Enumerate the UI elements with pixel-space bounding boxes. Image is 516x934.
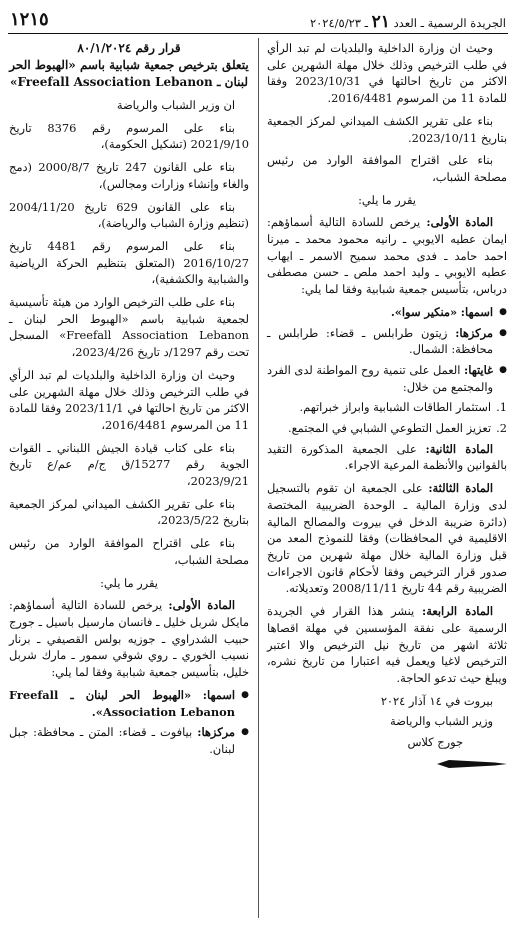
- item-value: «الهبوط الحر لبنان ـ Freefall Association Lebanon».: [9, 687, 235, 719]
- item-value: زيتون طرابلس ـ قضاء: طرابلس ـ محافظة: الشمال.: [267, 325, 493, 357]
- paragraph: بناء على كتاب قيادة الجيش اللبناني ـ القوات الجوية رقم 15277/ق ج/م عم/ع تاريخ 2023/9/21،: [9, 440, 249, 489]
- paragraph: بناء على طلب الترخيص الوارد من هيئة تأسيسية لجمعية شبابية باسم «الهبوط الحر لبنان ـ Freefall Association Lebanon» المسجل تحت رقم 1297/د تاريخ 2023/4/26،: [9, 295, 249, 360]
- paragraph: بناء على اقتراح الموافقة الوارد من رئيس مصلحة الشباب،: [267, 153, 507, 184]
- article-label: المادة الأولى:: [426, 215, 494, 230]
- decision-title: [9, 40, 249, 91]
- paragraph: بناء على تقرير الكشف الميداني لمركز الجمعية بتاريخ 2023/5/22،: [9, 496, 249, 528]
- paragraph: وحيث ان وزارة الداخلية والبلديات لم تبد الرأي في طلب الترخيص وذلك خلال مهلة الشهرين على الاكثر من تاريخ احالتها في 2023/10/31 وفقا للمادة 11 من المرسوم 2016/4481.: [267, 41, 507, 106]
- right-column: [267, 40, 507, 773]
- paragraph: بناء على اقتراح الموافقة الوارد من رئيس مصلحة الشباب،: [9, 536, 249, 567]
- article-label: المادة الأولى:: [168, 598, 236, 613]
- list-item: [9, 687, 235, 720]
- list-item: [267, 325, 493, 358]
- article-label: المادة الرابعة:: [422, 604, 493, 619]
- header-title: [310, 12, 506, 32]
- association-details: [9, 687, 249, 758]
- issue-number: ٢١: [371, 12, 390, 32]
- paragraph: بناء على القانون 247 تاريخ 2000/8/7 (دمج والغاء وإنشاء وزارات ومجالس)،: [9, 160, 249, 191]
- issue-date: ـ ٢٠٢٤/٥/٢٣: [309, 16, 368, 30]
- signature-name: جورج كلاس: [407, 735, 463, 750]
- minister-line: ان وزير الشباب والرياضة: [116, 98, 235, 112]
- item-number: 2.: [496, 421, 507, 436]
- left-column: [9, 40, 249, 762]
- paragraph: بناء على تقرير الكشف الميداني لمركز الجمعية بتاريخ 2023/10/11.: [267, 113, 507, 145]
- item-label: اسمها:: [202, 687, 236, 702]
- article-text: على الجمعية المذكورة التقيد بالقوانين والأنظمة المرعية الاجراء.: [267, 441, 507, 473]
- item-label: مركزها:: [455, 325, 493, 340]
- decision-number: قرار رقم ٨٠/١/٢٠٢٤: [77, 41, 181, 55]
- item-label: مركزها:: [197, 725, 236, 740]
- paragraph: بناء على المرسوم رقم 4481 تاريخ 2016/10/27 (المتعلق بتنظيم الحركة الرياضية والشبابية والكشفية)،: [9, 238, 249, 287]
- column-divider: [258, 38, 259, 918]
- list-item: [9, 724, 235, 757]
- page-number: ١٢١٥: [10, 9, 49, 30]
- list-item: [267, 399, 507, 416]
- decides-heading: يقرر ما يلي:: [358, 192, 416, 207]
- association-details: [267, 304, 507, 396]
- decision-subject: يتعلق بترخيص جمعية شبابية باسم «الهبوط الحر لبنان ـ Freefall Association Lebanon»: [9, 58, 249, 89]
- item-number: 1.: [496, 400, 507, 415]
- decides-heading: يقرر ما يلي:: [100, 575, 158, 590]
- article-text: على الجمعية ان تقوم بالتسجيل لدى وزارة المالية ـ الوحدة الضريبية المختصة (دائرة ضريبة الدخل في بيروت والمصالح المالية الاقليمية في المحافظات) وفقا للنموذج المعد من قبل وزارة المالية خلال مهلة شهرين من تاريخ صدور قرار الترخيص وفقا لأحكام قانون الاجراءات الضريبية رقم 44 تاريخ 2008/11/11 وتعديلاته.: [267, 481, 507, 596]
- article-label: المادة الثالثة:: [428, 481, 493, 496]
- signature-place-date: بيروت في ١٤ آذار ٢٠٢٤: [380, 693, 493, 708]
- article-1: [267, 214, 507, 298]
- end-ornament-icon: [437, 759, 507, 769]
- signature-block: [267, 693, 507, 774]
- goals-list: [267, 399, 507, 436]
- article-4: [267, 603, 507, 687]
- list-item: [267, 304, 493, 321]
- item-text: استثمار الطاقات الشبابية وابراز خبراتهم.: [299, 400, 491, 415]
- paragraph: بناء على المرسوم رقم 8376 تاريخ 2021/9/10 (تشكيل الحكومة)،: [9, 120, 249, 152]
- item-value: بيافوت ـ قضاء: المتن ـ محافظة: جبل لبنان.: [9, 725, 235, 756]
- signature-role: وزير الشباب والرياضة: [390, 714, 493, 729]
- article-text: يرخص للسادة التالية أسماؤهم: مايكل شربل خليل ـ فانسان مارسيل باسيل ـ جورج حبيب الشدراوي ـ جوزيه بولس القصيفي ـ برنار نسيب الخوري ـ روي شوقي سمور ـ مارك شربل خليل، بتأسيس جمعية شبابية وفقا لما يلي:: [9, 598, 249, 680]
- article-1: [9, 597, 249, 681]
- header-divider: [8, 33, 508, 34]
- item-value: «منكير سوا».: [390, 304, 458, 319]
- item-text: تعزيز العمل التطوعي الشبابي في المجتمع.: [287, 421, 491, 436]
- article-text: يرخص للسادة التالية أسماؤهم: ايمان عطيه الايوبي ـ رانيه محمود محمد ـ ميرنا احمد حامد ـ فدى محمد سميح الاسمر ـ ايهاب عطيه الايوبي ـ وليد احمد ملص ـ حسن مصطفى درباس، بتأسيس جمعية شبابية وفقا لما يلي:: [267, 215, 507, 297]
- article-3: [267, 480, 507, 597]
- article-2: [267, 441, 507, 474]
- item-label: غايتها:: [464, 362, 494, 377]
- item-value: العمل على تنمية روح المواطنة لدى الفرد والمجتمع من خلال:: [267, 362, 493, 394]
- paragraph: بناء على القانون 629 تاريخ 2004/11/20 (تنظيم وزارة الشباب والرياضة)،: [9, 199, 249, 231]
- gazette-name: الجريدة الرسمية ـ العدد: [393, 16, 506, 30]
- article-text: ينشر هذا القرار في الجريدة الرسمية على نفقة المؤسسين في مهلة اقصاها ثلاثة اشهر من تاريخ نيل الترخيص والا اعتبر الترخيص لاغيا ويعمل فيه اعتبارا من تاريخ نشره، ويبلغ حيث تدعو الحاجة.: [267, 604, 507, 685]
- paragraph: وحيث ان وزارة الداخلية والبلديات لم تبد الرأي في طلب الترخيص وذلك خلال مهلة الشهرين على الاكثر من تاريخ احالتها في 2023/11/1 وفقا للمادة 11 من المرسوم 2016/4481،: [9, 367, 250, 432]
- page-header: [8, 6, 508, 36]
- item-label: اسمها:: [460, 304, 493, 319]
- article-label: المادة الثانية:: [425, 441, 493, 456]
- list-item: [267, 362, 493, 395]
- list-item: [267, 420, 507, 437]
